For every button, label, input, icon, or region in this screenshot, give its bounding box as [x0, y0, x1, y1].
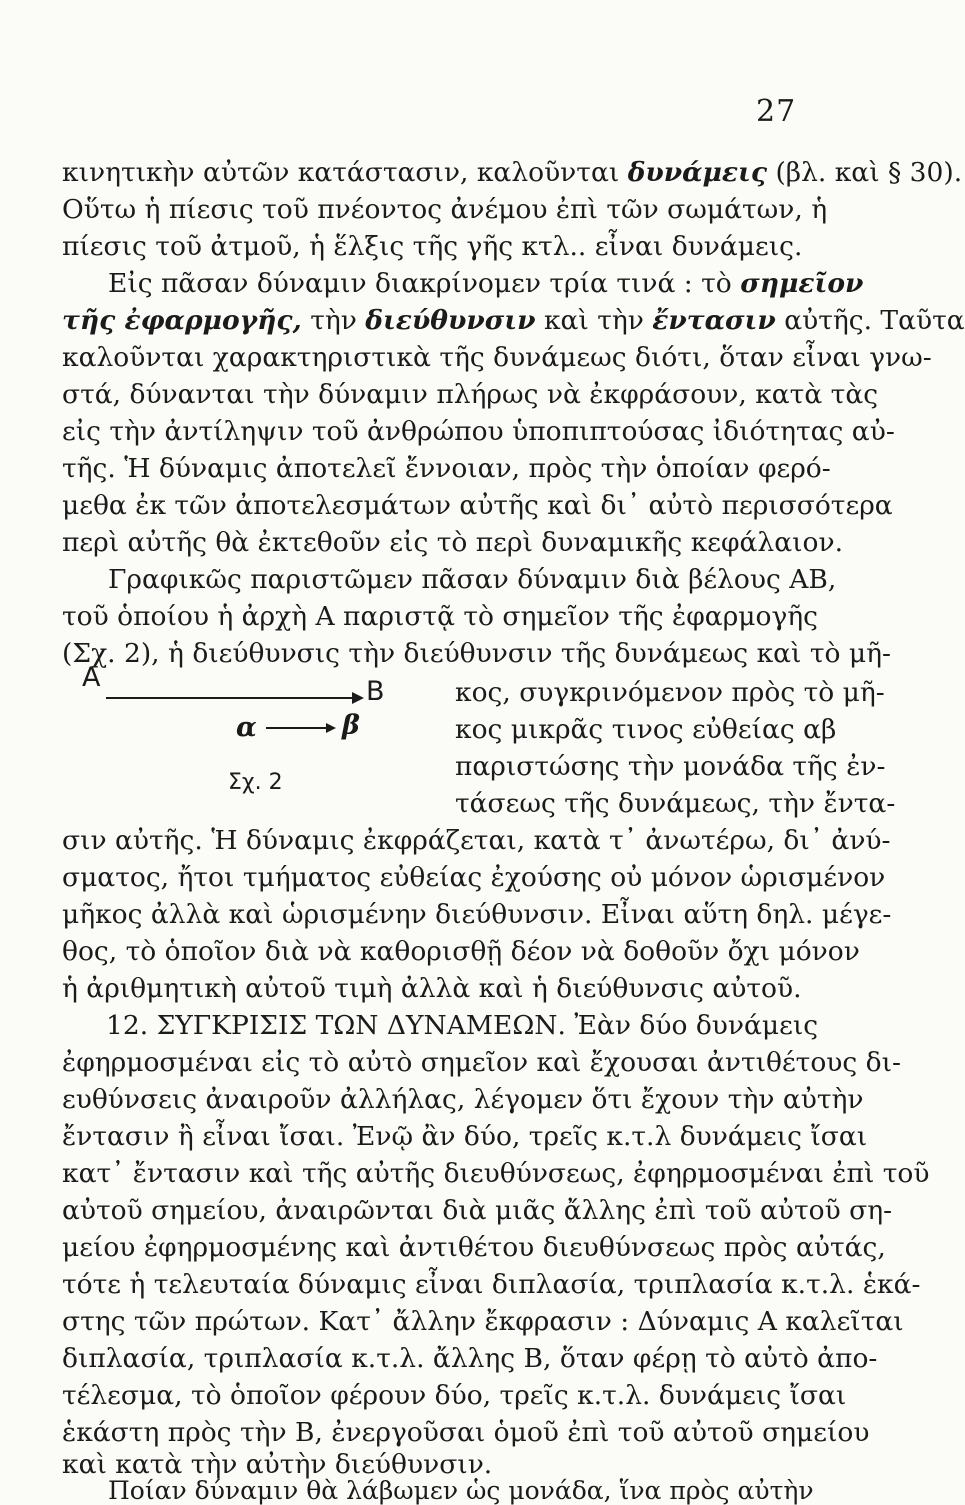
label-a: Α — [82, 662, 101, 693]
text-line: μῆκος ἀλλὰ καὶ ὡρισμένην διεύθυνσιν. Εἶναι αὕτη δηλ. μέγε- — [62, 899, 892, 930]
text-line: ἔντασιν ἢ εἶναι ἴσαι. Ἐνῷ ἂν δύο, τρεῖς κ.τ.λ δυνάμεις ἴσαι — [62, 1121, 868, 1152]
text-line: κινητικὴν αὐτῶν κατάστασιν, καλοῦνται δυνάμεις (βλ. καὶ § 30). — [62, 157, 963, 188]
vector-ab-arrowhead — [352, 692, 364, 704]
figure-caption: Σχ. 2 — [228, 770, 283, 795]
text-line: τῆς ἐφαρμογῆς, τὴν διεύθυνσιν καὶ τὴν ἔντασιν αὐτῆς. Ταῦτα — [62, 305, 965, 336]
text-line: στης τῶν πρώτων. Κατ᾽ ἄλλην ἔκφρασιν : Δύναμις Α καλεῖται — [62, 1306, 904, 1337]
section-heading-line: 12. ΣΥΓΚΡΙΣΙΣ ΤΩΝ ΔΥΝΑΜΕΩΝ. Ἐὰν δύο δυνάμεις — [106, 1010, 819, 1041]
text-line: ευθύνσεις ἀναιροῦν ἀλλήλας, λέγομεν ὅτι ἔχουν τὴν αὐτὴν — [62, 1084, 864, 1115]
text-line: μεθα ἐκ τῶν ἀποτελεσμάτων αὐτῆς καὶ δι᾽ αὐτὸ περισσότερα — [62, 490, 893, 521]
text-line: μείου ἐφηρμοσμένης καὶ ἀντιθέτου διευθύνσεως πρὸς αὐτάς, — [62, 1232, 886, 1263]
text-line: καλοῦνται χαρακτηριστικὰ τῆς δυνάμεως διότι, ὅταν εἶναι γνω- — [62, 342, 932, 373]
text-line: παριστώσης τὴν μονάδα τῆς ἐν- — [455, 751, 886, 782]
text-line: διπλασία, τριπλασία κ.τ.λ. ἄλλης Β, ὅταν φέρῃ τὸ αὐτὸ ἀπο- — [62, 1343, 878, 1374]
text-line: εἰς τὴν ἀντίληψιν τοῦ ἀνθρώπου ὑποπιπτούσας ἰδιότητας αὐ- — [62, 416, 895, 447]
text-line: Οὕτω ἡ πίεσις τοῦ πνέοντος ἀνέμου ἐπὶ τῶν σωμάτων, ἡ — [62, 194, 828, 225]
text-line: αὐτοῦ σημείου, ἀναιρῶνται διὰ μιᾶς ἄλλης ἐπὶ τοῦ αὐτοῦ ση- — [62, 1195, 893, 1226]
text-line: τότε ἡ τελευταία δύναμις εἶναι διπλασία, τριπλασία κ.τ.λ. ἑκά- — [62, 1269, 921, 1300]
label-alpha: α — [236, 712, 257, 743]
label-b: Β — [366, 676, 385, 707]
text-line: τάσεως τῆς δυνάμεως, τὴν ἔντα- — [455, 788, 896, 819]
text-line: Ποίαν δύναμιν θὰ λάβωμεν ὡς μονάδα, ἵνα πρὸς αὐτὴν — [108, 1476, 814, 1505]
label-beta: β — [342, 710, 360, 741]
text-line: σματος, ἤτοι τμήματος εὐθείας ἐχούσης οὐ μόνον ὡρισμένον — [62, 862, 886, 893]
text-line: κατ᾽ ἔντασιν καὶ τῆς αὐτῆς διευθύνσεως, ἐφηρμοσμέναι ἐπὶ τοῦ — [62, 1158, 930, 1189]
text-line: ἐφηρμοσμέναι εἰς τὸ αὐτὸ σημεῖον καὶ ἔχουσαι ἀντιθέτους δι- — [62, 1047, 901, 1078]
text-line: ἡ ἀριθμητικὴ αὐτοῦ τιμὴ ἀλλὰ καὶ ἡ διεύθυνσις αὐτοῦ. — [62, 973, 802, 1004]
text-line: τῆς. Ἡ δύναμις ἀποτελεῖ ἔννοιαν, πρὸς τὴν ὁποίαν φερό- — [62, 453, 831, 484]
text-line: ἑκάστη πρὸς τὴν Β, ἐνεργοῦσαι ὁμοῦ ἐπὶ τοῦ αὐτοῦ σημείου — [62, 1417, 870, 1448]
text-line: κος μικρᾶς τινος εὐθείας αβ — [455, 714, 837, 745]
page-number: 27 — [756, 94, 797, 129]
text-line: τέλεσμα, τὸ ὁποῖον φέρουν δύο, τρεῖς κ.τ.λ. δυνάμεις ἴσαι — [62, 1380, 847, 1411]
text-line: Γραφικῶς παριστῶμεν πᾶσαν δύναμιν διὰ βέλους ΑΒ, — [108, 564, 837, 595]
text-line: κος, συγκρινόμενον πρὸς τὸ μῆ- — [455, 677, 885, 708]
text-line: τοῦ ὁποίου ἡ ἀρχὴ Α παριστᾷ τὸ σημεῖον τῆς ἐφαρμογῆς — [62, 601, 819, 632]
text-line: καὶ κατὰ τὴν αὐτὴν διεύθυνσιν. — [62, 1449, 493, 1480]
text-line: Εἰς πᾶσαν δύναμιν διακρίνομεν τρία τινά : τὸ σημεῖον — [108, 268, 864, 299]
text-line: περὶ αὐτῆς θὰ ἐκτεθοῦν εἰς τὸ περὶ δυναμικῆς κεφάλαιον. — [62, 527, 843, 558]
text-line: θος, τὸ ὁποῖον διὰ νὰ καθορισθῇ δέον νὰ δοθοῦν ὄχι μόνον — [62, 936, 860, 967]
text-line: πίεσις τοῦ ἀτμοῦ, ἡ ἕλξις τῆς γῆς κτλ.. εἶναι δυνάμεις. — [62, 231, 803, 262]
vector-alpha-beta-arrowhead — [326, 723, 336, 733]
text-line: στά, δύνανται τὴν δύναμιν πλήρως νὰ ἐκφράσουν, κατὰ τὰς — [62, 379, 879, 410]
text-line: σιν αὐτῆς. Ἡ δύναμις ἐκφράζεται, κατὰ τ᾽ ἀνωτέρω, δι᾽ ἀνύ- — [62, 825, 891, 856]
text-line: (Σχ. 2), ἡ διεύθυνσις τὴν διεύθυνσιν τῆς δυνάμεως καὶ τὸ μῆ- — [62, 638, 891, 669]
